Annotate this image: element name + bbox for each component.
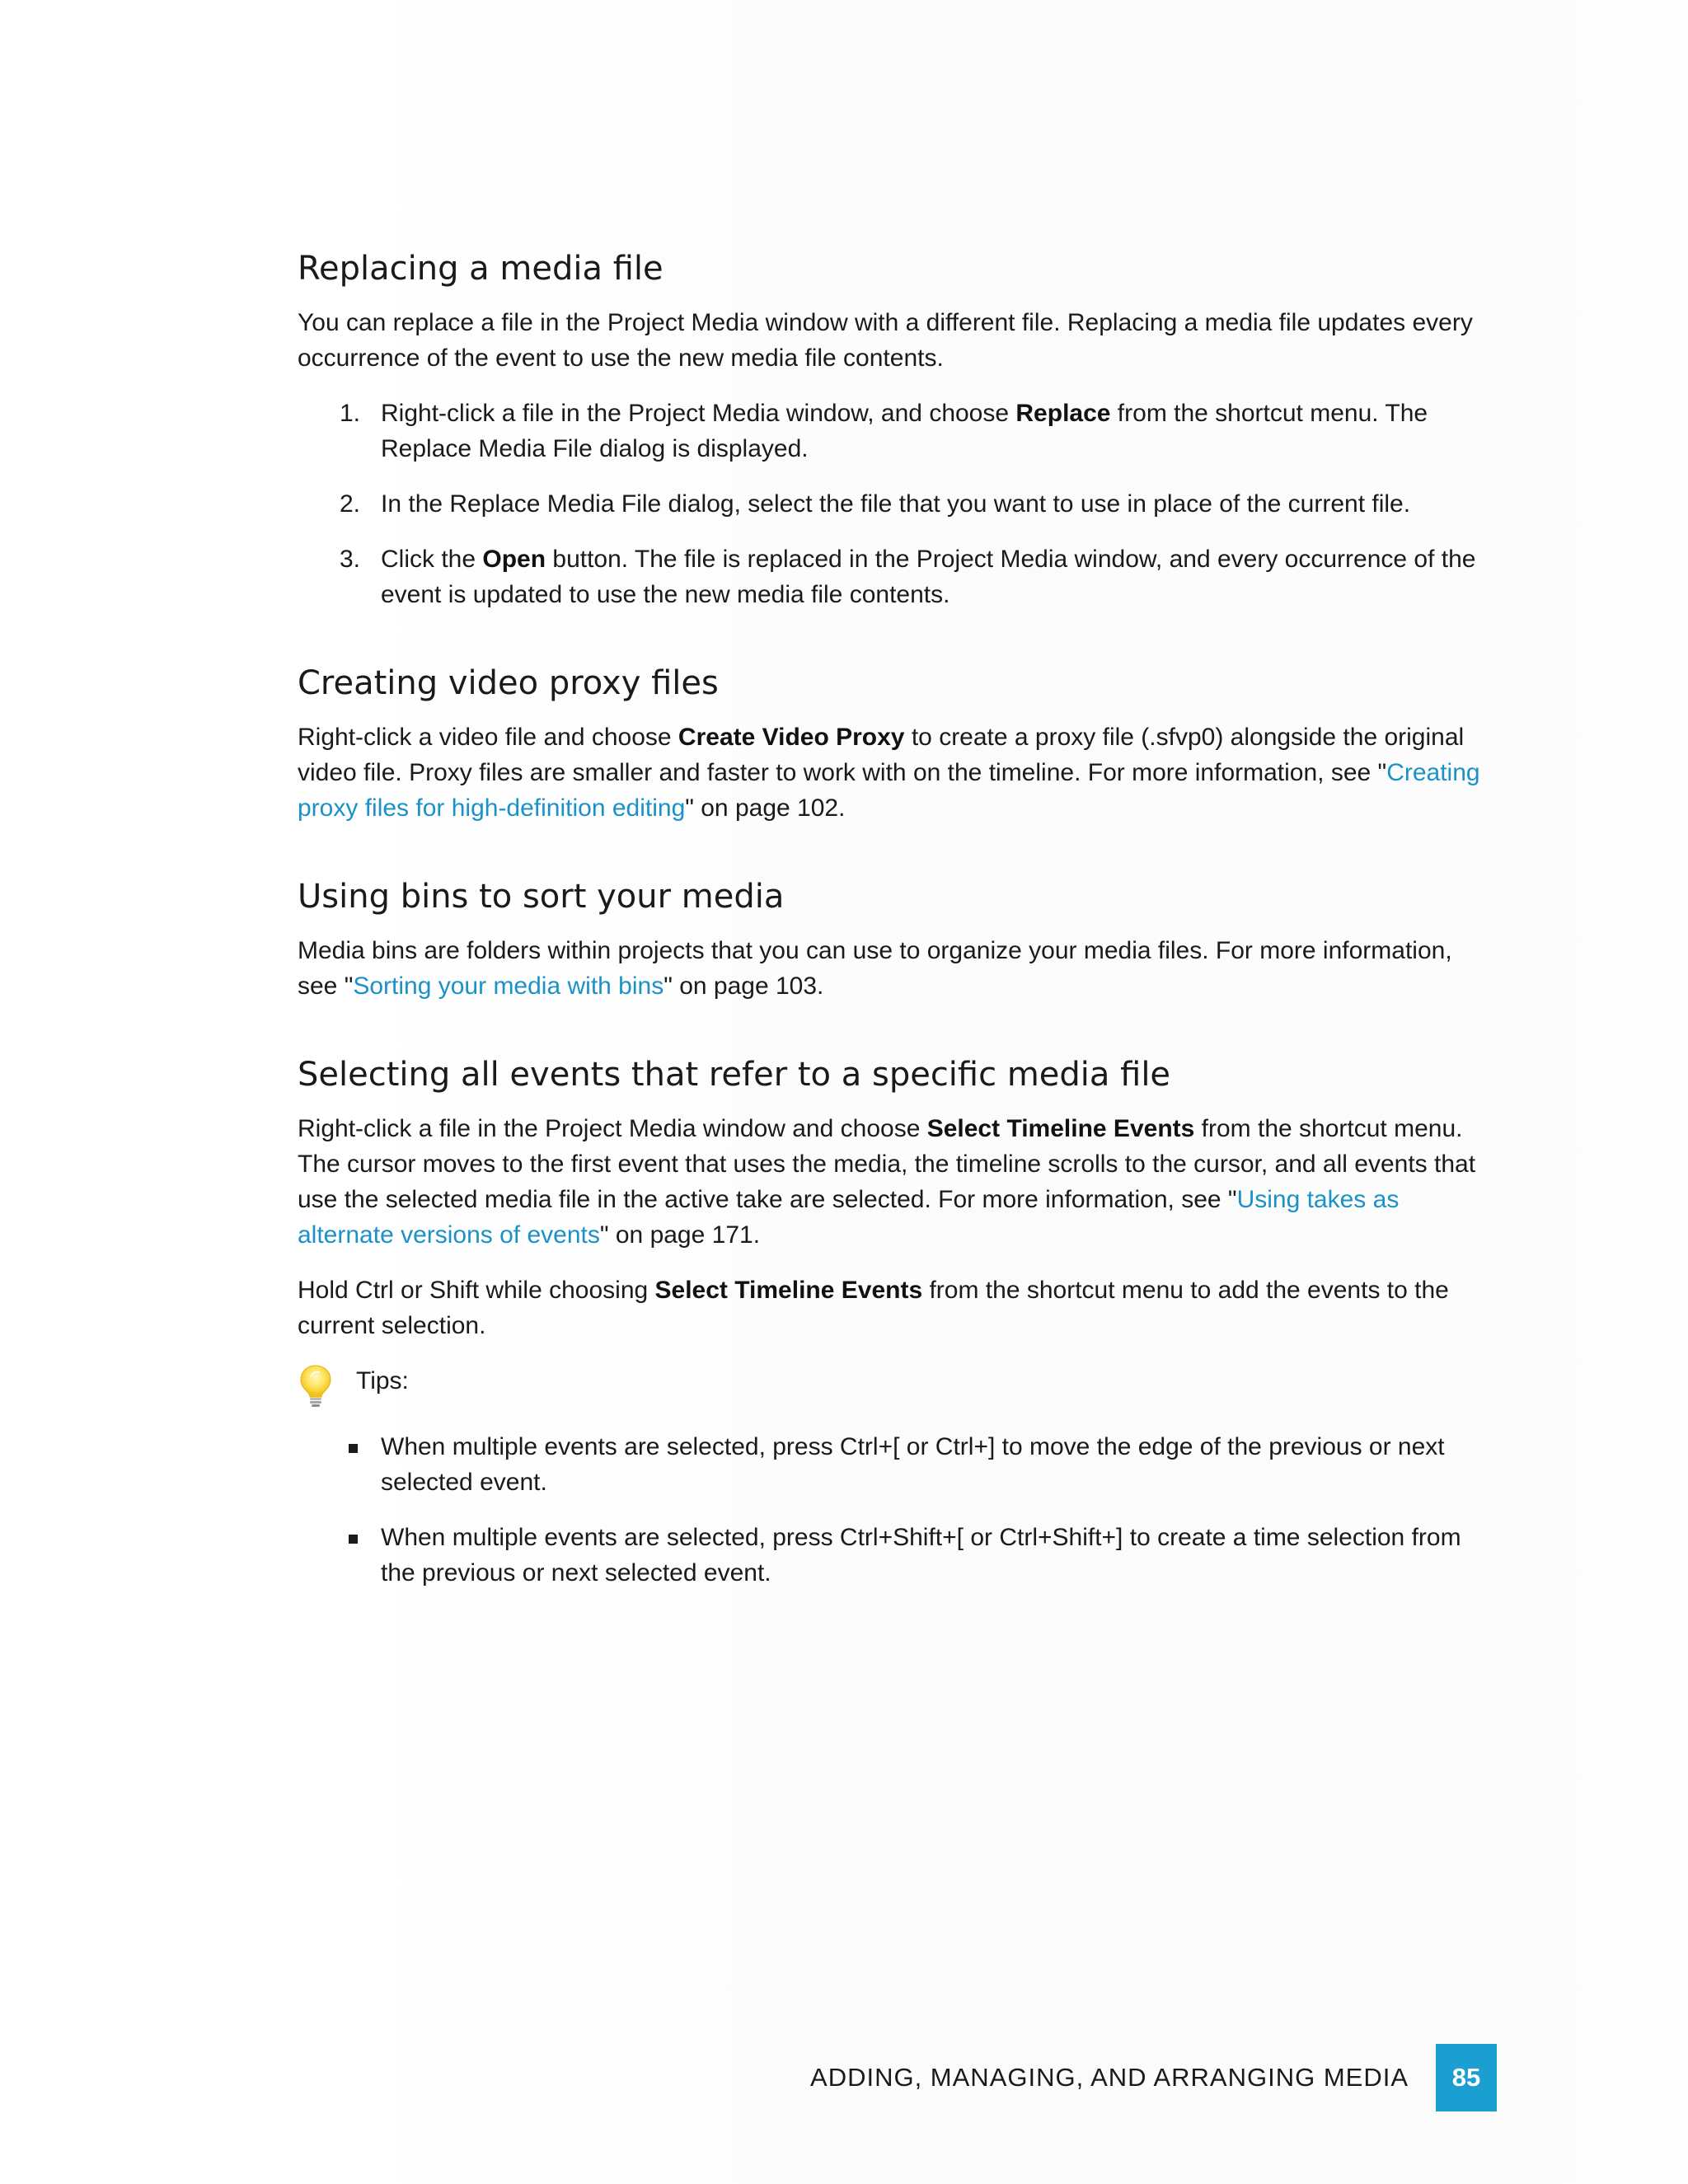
step-number: 2.	[340, 490, 361, 518]
tip-item	[298, 1429, 1493, 1500]
lightbulb-icon	[298, 1363, 334, 1408]
step-bold-term: Replace	[1015, 400, 1111, 427]
proxy-text: to create a proxy file (.sfvp0) alongside the original video file. Proxy files are smaller and faster to work with on the timeline. For more information, see "	[298, 724, 1465, 786]
bins-text: Media bins are folders within projects that you can use to organize your media files. For more information, see "	[298, 937, 1452, 1000]
page-number-badge: 85	[1436, 2044, 1497, 2111]
bins-text: " on page 103.	[663, 972, 824, 1000]
step-text: Right-click a file in the Project Media window, and choose	[381, 400, 1016, 427]
page-content	[298, 247, 1493, 1610]
step-text: button. The file is replaced in the Project Media window, and every occurrence of the event is updated to use the new media file contents.	[381, 546, 1476, 608]
step-text: from the shortcut menu. The Replace Media File dialog is displayed.	[381, 400, 1428, 462]
selecting-text: from the shortcut menu. The cursor moves to the first event that uses the media, the timeline scrolls to the cursor, and all events that use the selected media file in the active take are selected. For more information, see "	[298, 1115, 1476, 1213]
page-footer	[810, 2044, 1497, 2111]
heading-using-bins: Using bins to sort your media	[298, 878, 785, 916]
tips-label: Tips:	[356, 1367, 409, 1394]
footer-section-name: ADDING, MANAGING, AND ARRANGING MEDIA	[810, 2063, 1409, 2092]
section-replacing-media-file	[298, 247, 1493, 612]
step-number: 1.	[340, 400, 361, 427]
proxy-paragraph	[298, 719, 1493, 826]
tip-item	[298, 1520, 1493, 1591]
step-bold-term: Open	[482, 546, 546, 573]
step-item	[298, 541, 1493, 612]
heading-selecting-events: Selecting all events that refer to a specific media file	[298, 1056, 1171, 1094]
selecting-text: Hold Ctrl or Shift while choosing	[298, 1277, 655, 1304]
bullet-square-icon	[349, 1444, 358, 1453]
heading-replacing-media-file: Replacing a media file	[298, 250, 663, 288]
step-text: Click the	[381, 546, 483, 573]
step-item	[298, 486, 1493, 522]
bullet-square-icon	[349, 1535, 358, 1544]
section-creating-video-proxy	[298, 662, 1493, 826]
replacing-steps-list	[298, 396, 1493, 612]
tip-text: When multiple events are selected, press Ctrl+[ or Ctrl+] to move the edge of the previous or next selected event.	[381, 1433, 1445, 1496]
selecting-text: Right-click a file in the Project Media window and choose	[298, 1115, 927, 1142]
takes-link[interactable]: Using takes as alternate versions of events	[298, 1186, 1400, 1249]
heading-creating-video-proxy: Creating video proxy files	[298, 664, 719, 702]
selecting-paragraph-2	[298, 1272, 1493, 1343]
proxy-bold-term: Create Video Proxy	[678, 724, 905, 751]
selecting-text: from the shortcut menu to add the events to the current selection.	[298, 1277, 1449, 1339]
selecting-bold-term: Select Timeline Events	[926, 1115, 1195, 1142]
section-using-bins	[298, 875, 1493, 1004]
proxy-text: " on page 102.	[685, 794, 846, 822]
proxy-link[interactable]: Creating proxy files for high-definition editing	[298, 759, 1480, 822]
tips-list	[298, 1429, 1493, 1591]
selecting-text: " on page 171.	[599, 1221, 761, 1249]
step-item	[298, 396, 1493, 466]
bins-paragraph	[298, 933, 1493, 1004]
section-selecting-events	[298, 1053, 1493, 1591]
step-text: In the Replace Media File dialog, select the file that you want to use in place of the current file.	[381, 490, 1411, 518]
bins-link[interactable]: Sorting your media with bins	[353, 972, 664, 1000]
selecting-bold-term: Select Timeline Events	[654, 1277, 923, 1304]
step-number: 3.	[340, 546, 361, 573]
replacing-intro-paragraph: You can replace a file in the Project Media window with a different file. Replacing a media file updates every occurrence of the event to use the new media file contents.	[298, 309, 1473, 372]
tips-callout	[298, 1363, 1493, 1409]
selecting-paragraph-1	[298, 1111, 1493, 1253]
tip-text: When multiple events are selected, press Ctrl+Shift+[ or Ctrl+Shift+] to create a time selection from the previous or next selected event.	[381, 1524, 1461, 1586]
proxy-text: Right-click a video file and choose	[298, 724, 678, 751]
